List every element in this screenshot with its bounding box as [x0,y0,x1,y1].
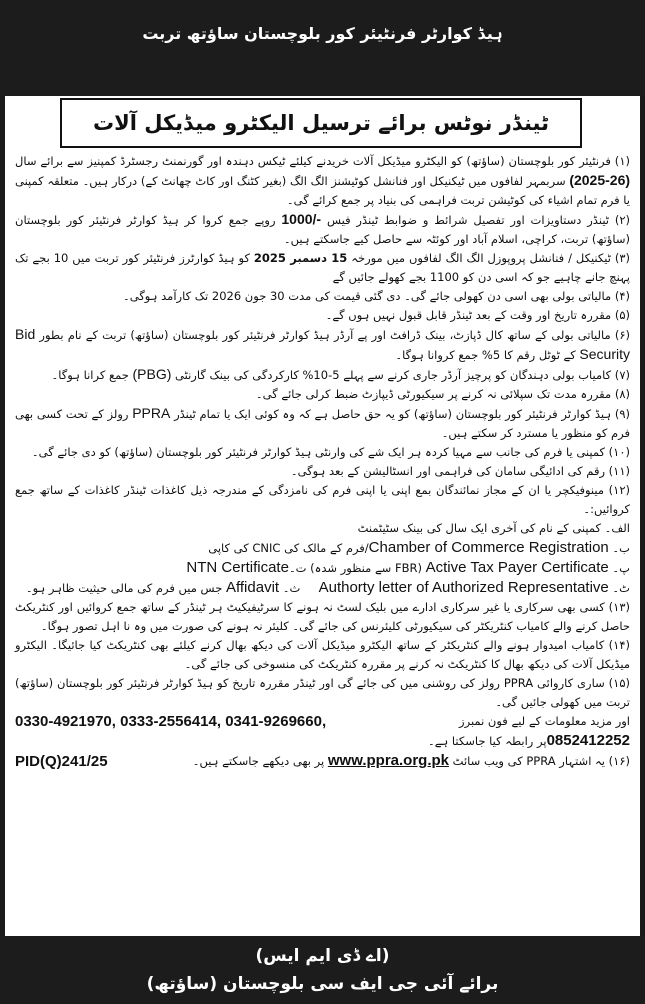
item-16: (۱۶) یہ اشتہار PPRA کی ویب سائٹ www.ppra.org.pk پر بھی دیکھے جاسکتے ہیں۔ PID(Q)241/25 [15,752,630,770]
doc-tte-se: ٹ۔ Authorty letter of Authorized Representative ث۔ Affidavit جس میں فرم کی مالی حیثیت ظاہر ہو۔ [25,579,630,596]
item-7: (۷) کامیاب بولی دہندگان کو پرچیز آرڈر جاری کرنے سے پہلے 5-10% کارکردگی کی بینک گارنٹی (PBG) جمع کرانا ہوگا۔ [51,366,630,382]
contact-landline: 0852412252پر رابطہ کیا جاسکتا ہے۔ [428,732,630,749]
item-5: (۵) مقررہ تاریخ اور وقت کے بعد ٹینڈر قابل قبول نہیں ہوں گے۔ [325,308,630,322]
item-8: (۸) مقررہ مدت تک سپلائی نہ کرنے پر سیکیورٹی ڈیپازٹ ضبط کرلی جائے گی۔ [255,387,630,401]
notice-sheet [5,96,640,936]
item-1: (۱) فرنٹیئر کور بلوچستان (ساؤتھ) کو الیکٹرو میڈیکل آلات خریدنے کیلئے ٹیکس دہندہ اور گورنمنٹ رجسٹرڈ کمپنیز سے برائے سال (2025-26) سربمہر لفافوں میں ٹیکنیکل اور فنانشل کوٹیشنز الگ الگ (بغیر کٹنگ اور کاٹ چھانٹ کے) درکار ہیں۔ متعلقہ کمپنی یا فرم تمام اشیاء کی کوٹیشن تربت فراہمی کی بنیاد پر جمع کرائے گی۔ [15,154,631,207]
pid-number: PID(Q)241/25 [15,752,108,770]
footer-signatory: (اے ڈی ایم ایس) [255,946,390,966]
item-9: (۹) ہیڈ کوارٹر فرنٹیئر کور بلوچستان (ساؤتھ) کو یہ حق حاصل ہے کہ وہ کوئی ایک یا تمام ٹینڈر PPRA رولز کے تحت کسی بھی فرم کو منظور یا مسترد کر سکتے ہیں۔ [15,405,631,440]
item-15: (۱۵) ساری کاروائی PPRA رولز کی روشنی میں کی جائے گی اور ٹینڈر مقررہ تاریخ کو ہیڈ کوارٹر فرنٹیئر کور بلوچستان (ساؤتھ) تربت میں کھولی جائیں گی۔ [15,676,630,709]
notice-title: ٹینڈر نوٹس برائے ترسیل الیکٹرو میڈیکل آلات [60,98,582,148]
header-band [0,0,645,96]
footer-office: برائے آئی جی ایف سی بلوچستان (ساؤتھ) [146,974,499,994]
item-6: (۶) مالیاتی بولی کے ساتھ کال ڈپازٹ، بینک ڈرافٹ اور پے آرڈر ہیڈ کوارٹر فرنٹیئر کور بلوچستان (ساؤتھ) تربت کے نام بطور Bid Security کے ٹوٹل رقم کا 5% جمع کروانا ہوگا۔ [15,326,631,362]
item-2: (۲) ٹینڈر دستاویزات اور تفصیل شرائط و ضوابط ٹینڈر فیس 1000/- روپے جمع کروا کر ہیڈ کوارٹر فرنٹیئر کور بلوچستان (ساؤتھ) تربت، کراچی، اسلام آباد اور کوئٹہ سے حاصل کیے جاسکتے ہیں۔ [15,211,631,246]
item-12: (۱۲) مینوفیکچر یا ان کے مجاز نمائندگان بمع اپنی یا اپنی فرم کی نامزدگی کے مندرجہ ذیل کاغذات ٹینڈر کاغذات کے ساتھ جمع کروائیں:۔ [15,483,630,516]
contact-phones [15,712,630,731]
footer-band [0,936,645,1004]
item-11: (۱۱) رقم کی ادائیگی سامان کی فراہمی اور انسٹالیشن کے بعد ہوگی۔ [290,464,630,478]
item-3: (۳) ٹیکنیکل / فنانشل پروپوزل الگ الگ لفافوں میں مورخہ 15 دسمبر 2025 کو ہیڈ کوارٹرز فرنٹیئر کور تربت میں 10 بجے تک پہنچ جانے چاہیے جو کہ اسی دن کو 1100 بجے کھولے جائیں گے [15,251,631,284]
doc-be: ب۔ Chamber of Commerce Registration/فرم کے مالک کی CNIC کی کاپی [208,539,630,556]
item-13: (۱۳) کسی بھی سرکاری یا غیر سرکاری ادارے میں بلیک لسٹ نہ ہونے کا سرٹیفیکیٹ ہر ٹینڈر کے ساتھ جمع کروائیں اور کنٹریکٹ حاصل کرنے والے کامیاب کنٹریکٹر کی سیکیورٹی کلیئرنس کی جائے گی۔ کلیئر نہ ہونے کی صورت میں وہ نا اہل تصور ہوگا۔ [15,600,630,633]
contact-label: اور مزید معلومات کے لیے فون نمبرز [459,714,630,728]
page-title: ہیڈ کوارٹر فرنٹیئر کور بلوچستان ساؤتھ تربت [142,24,503,43]
notice-body [15,152,630,771]
phone-numbers: 0330-4921970, 0333-2556414, 0341-9269660, [15,713,327,730]
ppra-link[interactable]: www.ppra.org.pk [327,752,449,769]
doc-alif: الف۔ کمپنی کے نام کی آخری ایک سال کی بینک سٹیٹمنٹ [357,521,630,535]
item-10: (۱۰) کمپنی یا فرم کی جانب سے مہیا کردہ ہر ایک شے کی وارنٹی ہیڈ کوارٹر فرنٹیئر کور بلوچستان (ساؤتھ) کو دی جائے گی۔ [31,445,630,459]
item-14: (۱۴) کامیاب امیدوار ہونے والے کنٹریکٹر کے ساتھ الیکٹرو میڈیکل آلات کی دیکھ بھال کرنے کیلئے بھی کنٹریکٹ کیا جائیگا۔ الیکٹرو میڈیکل آلات کی دیکھ بھال کا کنٹریکٹ نہ کرنے پر مقررہ کنٹریکٹ کی منسوخی کی جائے گی۔ [15,638,630,671]
item-4: (۴) مالیاتی بولی بھی اسی دن کھولی جائے گی۔ دی گئی قیمت کی مدت 30 جون 2026 تک کارآمد ہوگی۔ [123,289,630,303]
doc-pe-te: پ۔ Active Tax Payer Certificate (FBR سے منظور شدہ) ت۔NTN Certificate [186,559,630,576]
